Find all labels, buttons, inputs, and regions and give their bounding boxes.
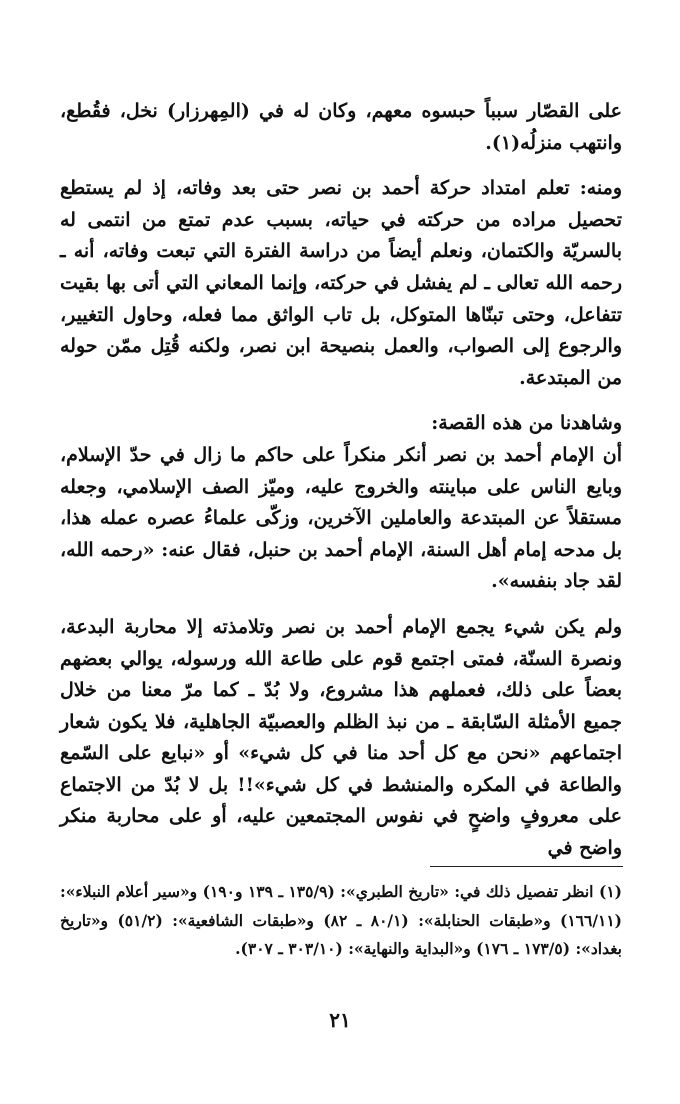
main-text bbox=[60, 96, 622, 865]
page-number: ٢١ bbox=[329, 1008, 351, 1032]
paragraph-2: ومنه: تعلم امتداد حركة أحمد بن نصر حتى بعد وفاته، إذ لم يستطع تحصيل مراده من حركته في حياته، بسبب عدم تمتع من انتمى له بالسريّة والكتمان، ونعلم أيضاً من دراسة الفترة التي تبعت وفاته، أنه ـ رحمه الله تعالى ـ لم يفشل في حركته، وإنما المعاني التي أتى بها بقيت تتفاعل، وحتى تبنّاها المتوكل، بل تاب الواثق مما فعله، وحاول التغيير، والرجوع إلى الصواب، والعمل بنصيحة ابن نصر، ولكنه قُتِل ممّن حوله من المبتدعة. bbox=[60, 177, 622, 389]
paragraph-1: على القصّار سبباً حبسوه معهم، وكان له في (المِهرزار) نخل، فقُطع، وانتهب منزلُه(١). bbox=[60, 100, 622, 154]
paragraph-5: ولم يكن شيء يجمع الإمام أحمد بن نصر وتلامذته إلا محاربة البدعة، ونصرة السنّة، فمتى اجتمع قوم على طاعة الله ورسوله، يوالي بعضهم بعضاً على ذلك، فعملهم هذا مشروع، ولا بُدّ ـ كما مرّ معنا من خلال جميع الأمثلة السّابقة ـ من نبذ الظلم والعصبيّة الجاهلية، فلا يكون شعار اجتماعهم «نحن مع كل أحد منا في كل شيء» أو «نبايع على السّمع والطاعة في المكره والمنشط في كل شيء»!! بل لا بُدّ من الاجتماع على معروفٍ واضحٍ في نفوس المجتمعين عليه، أو على محاربة منكر واضح في bbox=[60, 615, 622, 860]
footnote-separator bbox=[430, 866, 623, 867]
footnotes bbox=[60, 878, 622, 964]
paragraph-3: وشاهدنا من هذه القصة: bbox=[431, 412, 622, 435]
paragraph-4: أن الإمام أحمد بن نصر أنكر منكراً على حاكم ما زال في حدّ الإسلام، وبايع الناس على مباينته والخروج عليه، وميّز الصف الإسلامي، وجعله مستقلاً عن المبتدعة والعاملين الآخرين، وزكّى علماءُ عصره عمله هذا، بل مدحه إمام أهل السنة، الإمام أحمد بن حنبل، فقال عنه: «رحمه الله، لقد جاد بنفسه». bbox=[60, 443, 622, 593]
footnote-1: (١) انظر تفصيل ذلك في: «تاريخ الطبري»: (١٣٥/٩ ـ ١٣٩ و١٩٠) و«سير أعلام النبلاء»: (١٦٦/١١) و«طبقات الحنابلة»: (٨٠/١ ـ ٨٢) و«طبقات الشافعية»: (٥١/٢) و«تاريخ بغداد»: (١٧٣/٥ ـ ١٧٦) و«البداية والنهاية»: (٣٠٣/١٠ ـ ٣٠٧). bbox=[60, 882, 622, 959]
